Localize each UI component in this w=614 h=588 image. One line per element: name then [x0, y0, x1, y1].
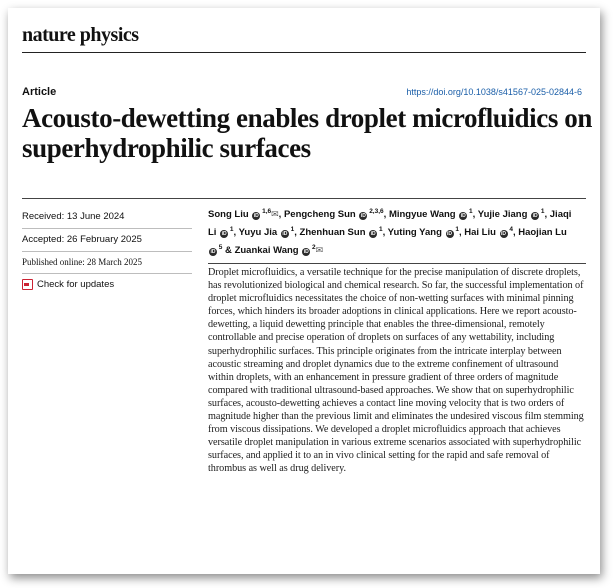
author-entry: Song Liu iD $^{1,6}$✉, [208, 208, 284, 220]
author-name[interactable]: Hai Liu [464, 227, 496, 238]
author-entry: Haojian Lu iD $^5$ & [210, 227, 567, 256]
author-name[interactable]: Song Liu [208, 209, 249, 220]
author-affiliation: 1 [453, 226, 459, 233]
article-type-label: Article [22, 86, 57, 98]
author-name[interactable]: Haojian Lu [518, 227, 567, 238]
article-title: Acousto-dewetting enables droplet microfluidics on superhydrophilic surfaces [22, 103, 592, 163]
email-icon[interactable]: ✉ [315, 245, 324, 255]
abstract-divider [208, 263, 586, 264]
author-entry: Yuyu Jia iD $^1$, [238, 226, 300, 238]
author-name[interactable]: Mingyue Wang [388, 209, 456, 220]
check-updates-label: Check for updates [37, 279, 115, 290]
received-date: Received: 13 June 2024 [22, 206, 192, 229]
author-entry: Yujie Jiang iD $^1$, [477, 208, 550, 220]
title-divider [22, 198, 586, 199]
author-entry: Zhenhuan Sun iD $^1$, [299, 226, 388, 238]
author-entry: Hai Liu iD $^4$, [464, 226, 519, 238]
check-for-updates-button[interactable] [22, 274, 192, 296]
author-affiliation: 5 [217, 244, 223, 251]
author-entry [235, 245, 324, 256]
email-icon[interactable]: ✉ [271, 209, 279, 219]
author-affiliation: 1,6 [260, 208, 272, 215]
author-entry: Yuting Yang iD $^1$, [387, 226, 465, 238]
author-entry: Mingyue Wang iD $^1$, [388, 208, 478, 220]
author-affiliation: 2,3,6 [367, 208, 384, 215]
orcid-icon[interactable]: iD [221, 231, 227, 237]
author-affiliation: 1 [467, 208, 473, 215]
abstract-text: Droplet microfluidics, a versatile technique for the precise manipulation of discrete droplets, has revolutionized biological and chemical research. So far, the successful implementation of droplet microfluidics necessitates the choice of non-wetting surfaces with minimal pinning forces, which hinders its broader adoptions in clinical applications. Here we report acousto-dewetting, a liquid dewetting principle that enables the three-dimensional, remotely controllable and precise operation of droplets on surfaces of any wettability, including superhydrophilic surfaces. This principle originates from the intricate interplay between acoustic streaming and droplet dynamics due to the extreme confinement of ultrasound within droplets, with an enhancement in pressure gradient of three orders of magnitude compared with traditional ultrasound-based approaches. We show that on superhydrophilic surfaces, acousto-dewetting achieves a contact line moving velocity that is two orders of magnitude higher than the previous limit and eliminates the undesired viscous film stemming from viscous dissipations. We developed a droplet microfluidics approach that achieves versatile droplet manipulation in various extreme scenarios associated with superhydrophilic surfaces, and applied it to an in vivo clinical setting for the rapid and safe removal of thrombus as well as drug delivery. [208, 267, 584, 475]
author-affiliation: 2 [310, 244, 316, 251]
orcid-icon[interactable]: iD [532, 213, 538, 219]
author-affiliation: 4 [507, 226, 513, 233]
orcid-icon[interactable]: iD [210, 249, 216, 255]
author-name[interactable]: Jiaqi Li [208, 209, 572, 238]
orcid-icon[interactable]: iD [360, 213, 366, 219]
orcid-icon[interactable]: iD [253, 213, 259, 219]
author-affiliation: 1 [228, 226, 234, 233]
author-name[interactable]: Pengcheng Sun [283, 209, 356, 220]
author-affiliation: 1 [288, 226, 295, 233]
author-name[interactable]: Yuting Yang [387, 227, 442, 238]
orcid-icon[interactable]: iD [501, 231, 507, 237]
author-name[interactable]: Yuyu Jia [238, 227, 278, 238]
doi-link[interactable]: https://doi.org/10.1038/s41567-025-02844-6 [406, 87, 582, 97]
check-updates-icon [22, 279, 33, 290]
author-list [208, 204, 578, 258]
author-name[interactable]: Zhenhuan Sun [299, 227, 366, 238]
orcid-icon[interactable]: iD [370, 231, 376, 237]
author-affiliation: 1 [539, 208, 545, 215]
article-dates [22, 206, 192, 296]
orcid-icon[interactable]: iD [303, 249, 309, 255]
article-page [8, 8, 600, 574]
header-divider [22, 52, 586, 53]
author-entry: Jiaqi Li iD $^1$, [208, 209, 572, 238]
journal-name: nature physics [22, 24, 139, 46]
orcid-icon[interactable]: iD [282, 231, 288, 237]
author-name[interactable]: Zuankai Wang [234, 245, 299, 256]
orcid-icon[interactable]: iD [460, 213, 466, 219]
published-date: Published online: 28 March 2025 [22, 252, 192, 274]
orcid-icon[interactable]: iD [447, 231, 453, 237]
accepted-date: Accepted: 26 February 2025 [22, 229, 192, 252]
author-name[interactable]: Yujie Jiang [477, 209, 528, 220]
author-entry: Pengcheng Sun iD $^{2,3,6}$, [283, 208, 389, 220]
author-affiliation: 1 [377, 226, 383, 233]
